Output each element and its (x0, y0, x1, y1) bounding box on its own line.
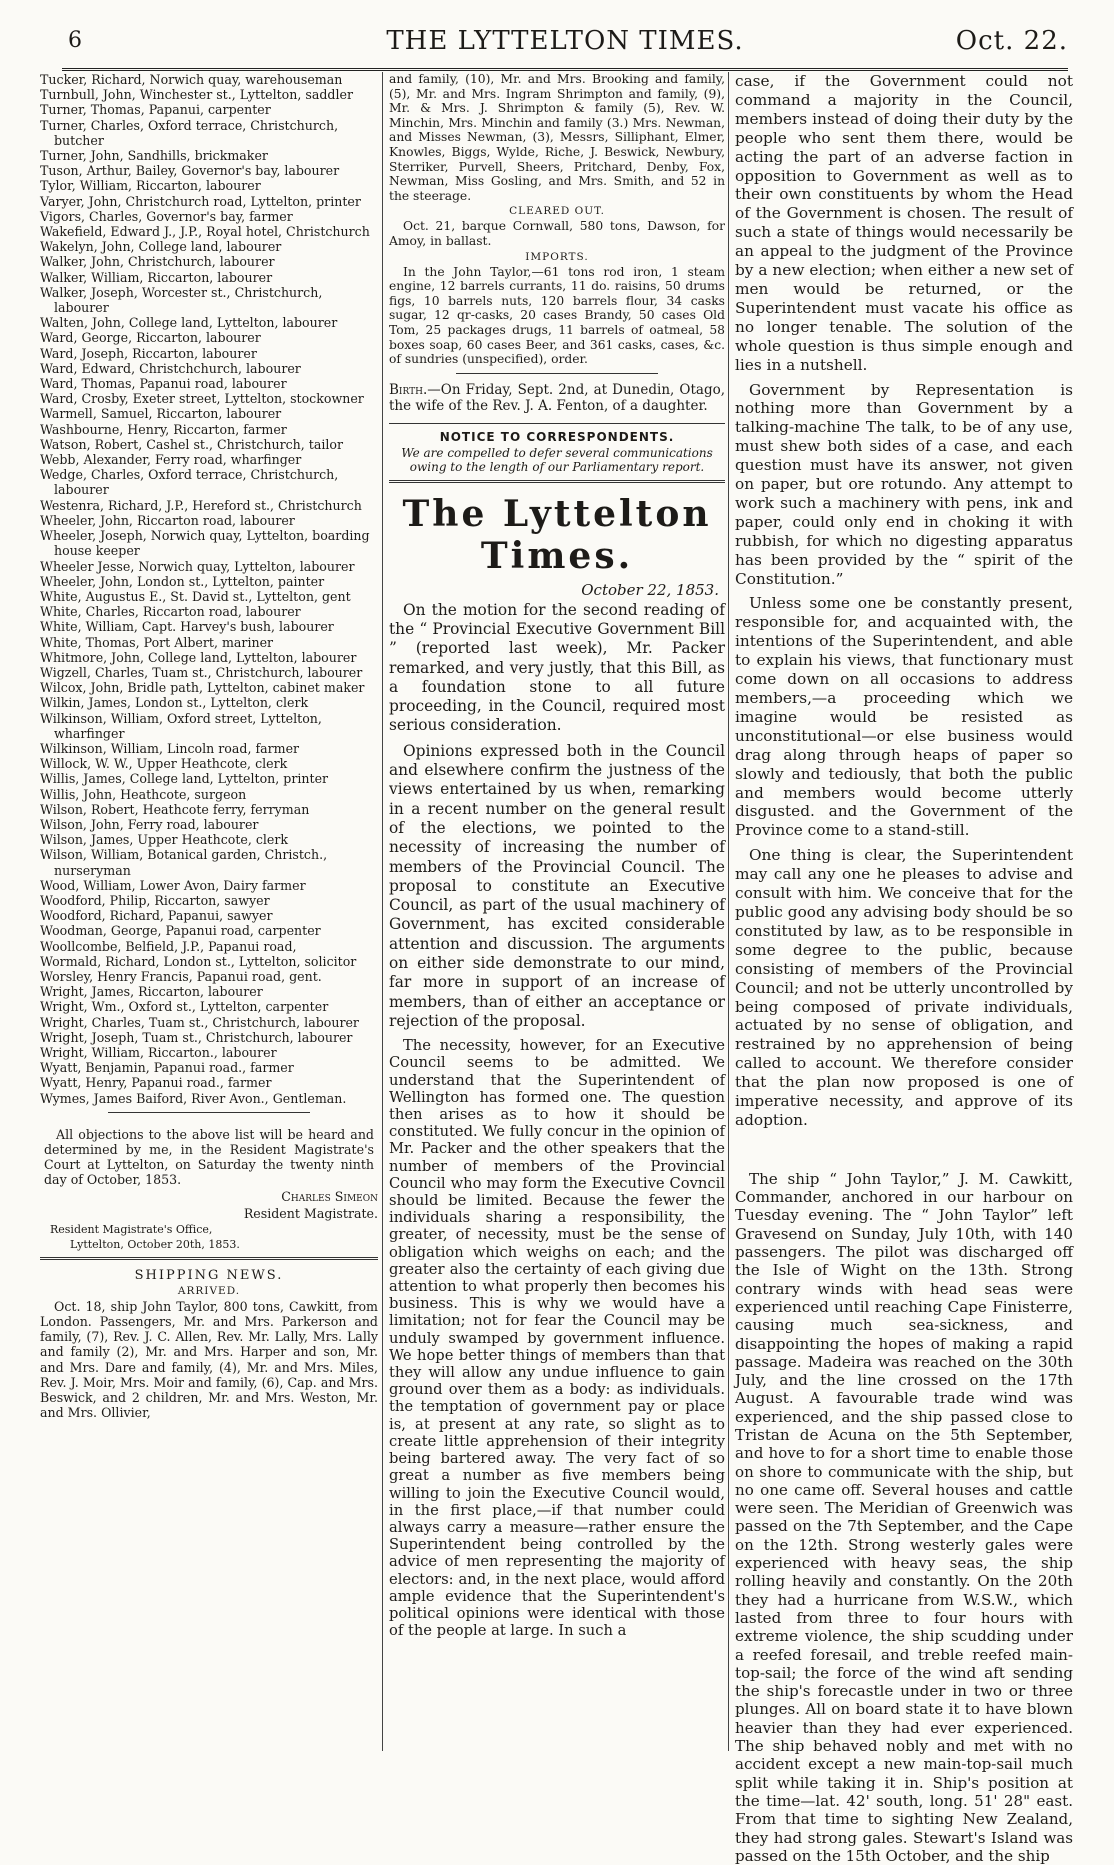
list-item: Tylor, William, Riccarton, labourer (40, 178, 261, 194)
list-item: Wedge, Charles, Oxford terrace, Christchurch, labourer (40, 467, 339, 498)
list-item: Willis, James, College land, Lyttelton, printer (40, 771, 329, 787)
list-item: Wymes, James Baiford, River Avon., Gentleman. (40, 1090, 347, 1106)
list-item: Walker, William, Riccarton, labourer (40, 269, 273, 285)
list-item: Ward, Thomas, Papanui road, labourer (40, 376, 287, 392)
list-item: Willock, W. W., Upper Heathcote, clerk (40, 756, 288, 772)
cleared-text: Oct. 21, barque Cornwall, 580 tons, Dawson, for Amoy, in ballast. (389, 219, 725, 248)
column-2 (382, 72, 725, 1751)
birth-lead: Birth. (389, 381, 428, 398)
list-item: Wright, Wm., Oxford st., Lyttelton, carpenter (40, 999, 329, 1015)
cleared-heading: CLEARED OUT. (509, 205, 605, 218)
birth-text: —On Friday, Sept. 2nd, at Dunedin, Otago, the wife of the Rev. J. A. Fenton, of a daughter. (389, 381, 725, 415)
divider (456, 373, 658, 374)
list-item: Turner, Charles, Oxford terrace, Christchurch, butcher (40, 117, 339, 148)
list-item: White, William, Capt. Harvey's bush, labourer (40, 619, 334, 635)
list-item: Wilkinson, William, Lincoln road, farmer (40, 740, 300, 756)
divider (389, 480, 725, 483)
list-item: Ward, George, Riccarton, labourer (40, 330, 261, 346)
page-number: 6 (68, 28, 82, 53)
list-item: Wyatt, Henry, Papanui road., farmer (40, 1075, 272, 1091)
list-item: Wakelyn, John, College land, labourer (40, 239, 282, 255)
jury-notice-text: All objections to the above list will be heard and determined by me, in the Resident Magistrate's Court at Lyttelton, on Saturday the twenty ninth day of October, 1853. (44, 1126, 374, 1187)
magistrate-office: Resident Magistrate's Office, (50, 1222, 213, 1236)
birth-notice (389, 382, 725, 415)
list-item: Wheeler Jesse, Norwich quay, Lyttelton, labourer (40, 558, 355, 574)
column-1 (40, 72, 378, 1751)
list-item: Wormald, Richard, London st., Lyttelton, solicitor (40, 953, 357, 969)
list-item: Wilson, James, Upper Heathcote, clerk (40, 832, 289, 848)
list-item: Washbourne, Henry, Riccarton, farmer (40, 421, 287, 437)
editorial-paragraph: Opinions expressed both in the Council and elsewhere confirm the justness of the views entertained by us when, remarking in a recent number on the general result of the elections, we pointed to the necessity of increasing the number of members of the Provincial Council. The proposal to constitute an Executive Council, as part of the usual machinery of Government, has excited considerable attention and discussion. The arguments on either side demonstrate to our mind, far more in support of an increase of members, than of either an acceptance or rejection of the proposal. (389, 741, 725, 1030)
editorial-paragraph: On the motion for the second reading of the “ Provincial Executive Government Bill ” (reported last week), Mr. Packer remarked, and very justly, that this Bill, as a foundation stone to all future proceeding, in the Council, required most serious consideration. (389, 600, 725, 735)
list-item: Wright, Charles, Tuam st., Christchurch, labourer (40, 1014, 359, 1030)
editorial-paragraph: One thing is clear, the Superintendent may call any one he pleases to advise and consult with him. We conceive that for the public good any advising body should be so constituted by law, as to be responsible in some degree to the public, because consisting of members of the Provincial Council; and not be utterly uncontrolled by being composed of private individuals, actuated by no sense of obligation, and restrained by no apprehension of being called to account. We therefore consider that the plan now proposed is one of imperative necessity, and approve of its adoption. (735, 846, 1073, 1129)
page-date: Oct. 22. (955, 26, 1068, 56)
list-item: Woodford, Philip, Riccarton, sawyer (40, 892, 270, 908)
list-item: Wheeler, John, London st., Lyttelton, painter (40, 573, 325, 589)
divider (108, 1112, 311, 1113)
list-item: Wyatt, Benjamin, Papanui road., farmer (40, 1060, 294, 1076)
divider (389, 423, 725, 424)
editorial-flag: The Lyttelton Times. (402, 492, 712, 577)
list-item: Watson, Robert, Cashel st., Christchurch, tailor (40, 436, 343, 452)
list-item: Wigzell, Charles, Tuam st., Christchurch, labourer (40, 664, 363, 680)
correspondents-text: We are compelled to defer several communications owing to the length of our Parliamentary report. (401, 445, 713, 474)
editorial-dateline: October 22, 1853. (581, 580, 719, 599)
arrived-text: Oct. 18, ship John Taylor, 800 tons, Cawkitt, from London. Passengers, Mr. and Mrs. Parkerson and family, (7), Rev. J. C. Allen, Rev. Mr. Lally, Mrs. Lally and family (2), Mr. and Mrs. Harper and son, Mr. and Mrs. Dare and family, (4), Mr. and Mrs. Miles, Rev. J. Moir, Mrs. Moir and family, (6), Cap. and Mrs. Beswick, and 2 children, Mr. and Mrs. Weston, Mr. and Mrs. Ollivier, (40, 1298, 378, 1421)
column-3 (728, 72, 1073, 1865)
list-item: Wilkinson, William, Oxford street, Lyttelton, wharfinger (40, 710, 322, 741)
magistrate-signature: Charles Simeon (281, 1188, 378, 1204)
list-item: Wright, James, Riccarton, labourer (40, 984, 263, 1000)
newspaper-title: THE LYTTELTON TIMES. (386, 26, 744, 56)
list-item: Wilson, William, Botanical garden, Christch., nurseryman (40, 847, 328, 878)
list-item: Wilson, Robert, Heathcote ferry, ferryman (40, 801, 310, 817)
list-item: Wakefield, Edward J., J.P., Royal hotel, Christchurch (40, 224, 370, 240)
list-item: Wood, William, Lower Avon, Dairy farmer (40, 877, 306, 893)
list-item: Woodman, George, Papanui road, carpenter (40, 923, 321, 939)
editorial-paragraph: case, if the Government could not command a majority in the Council, members instead of doing their duty by the people who sent them there, would be acting the part of an adverse faction in opposition to Government as well as to their own constituents by whom the Head of the Government is chosen. The result of such a state of things would necessarily be an appeal to the judgment of the Province by a new election; when either a new set of men would be returned, or the Superintendent must vacate his office as no longer tenable. The solution of the whole question is thus simple enough and lies in a nutshell. (735, 72, 1073, 374)
list-item: Westenra, Richard, J.P., Hereford st., Christchurch (40, 497, 362, 513)
list-item: Walker, John, Christchurch, labourer (40, 254, 275, 270)
list-item: Wilcox, John, Bridle path, Lyttelton, cabinet maker (40, 680, 365, 696)
imports-text: In the John Taylor,—61 tons rod iron, 1 steam engine, 12 barrels currants, 11 do. raisins, 50 drums figs, 10 barrels nuts, 120 barrels flour, 34 casks sugar, 12 qr-casks, 20 cases Brandy, 50 cases Old Tom, 25 packages drugs, 11 barrels of oatmeal, 58 boxes soap, 60 cases Beer, and 361 casks, cases, &c. of sundries (unspecified), order. (389, 264, 725, 367)
list-item: Wright, Joseph, Tuam st., Christchurch, labourer (40, 1029, 353, 1045)
jury-notice (40, 1127, 378, 1251)
list-item: White, Augustus E., St. David st., Lyttelton, gent (40, 588, 351, 604)
list-item: Wright, William, Riccarton., labourer (40, 1045, 277, 1060)
list-item: Woodford, Richard, Papanui, sawyer (40, 908, 273, 924)
list-item: Tuson, Arthur, Bailey, Governor's bay, labourer (40, 163, 340, 179)
list-item: White, Charles, Riccarton road, labourer (40, 604, 301, 620)
divider (40, 1257, 378, 1260)
list-item: Tucker, Richard, Norwich quay, warehouseman (40, 72, 343, 87)
list-item: Turnbull, John, Winchester st., Lyttelton, saddler (40, 87, 353, 103)
list-item: Walker, Joseph, Worcester st., Christchurch, labourer (40, 284, 323, 316)
magistrate-office-date: Lyttelton, October 20th, 1853. (70, 1237, 240, 1251)
list-item: Turner, John, Sandhills, brickmaker (40, 148, 268, 164)
list-item: Willis, John, Heathcote, surgeon (40, 786, 247, 802)
list-item: Warmell, Samuel, Riccarton, labourer (40, 406, 282, 422)
list-item: Wheeler, John, Riccarton road, labourer (40, 512, 295, 528)
list-item: Wilson, John, Ferry road, labourer (40, 816, 259, 832)
magistrate-title: Resident Magistrate. (243, 1205, 378, 1221)
arrived-heading: ARRIVED. (177, 1284, 241, 1297)
list-item: White, Thomas, Port Albert, mariner (40, 634, 274, 650)
ship-report: The ship “ John Taylor,” J. M. Cawkitt, Commander, anchored in our harbour on Tuesday evening. The “ John Taylor” left Gravesend on Sunday, July 10th, with 140 passengers. The pilot was discharged off the Isle of Wight on the 13th. Strong contrary winds with head seas were experienced until reaching Cape Finisterre, causing much sea-sickness, and disappointing the hopes of making a rapid passage. Madeira was reached on the 30th July, and the line crossed on the 17th August. A favourable trade wind was experienced, and the ship passed close to Tristan de Acuna on the 5th September, and hove to for a short time to enable those on shore to communicate with the ship, but no one came off. Several houses and cattle were seen. The Meridian of Greenwich was passed on the 7th September, and the Cape on the 12th. Strong westerly gales were experienced with heavy seas, the ship rolling heavily and constantly. On the 20th they had a hurricane from W.S.W., which lasted from three to four hours with extreme violence, the ship scudding under a reefed foresail, and treble reefed main-top-sail; the force of the wind aft sending the ship's forecastle under in two or three plunges. All on board state it to have blown heavier than they had ever experienced. The ship behaved nobly and met with no accident except a new main-top-sail much split while taking it in. Ship's position at the time—lat. 42' south, long. 51' 28" east. From that time to sighting New Zealand, they had strong gales. Stewart's Island was passed on the 15th October, and the ship (735, 1169, 1073, 1865)
list-item: Turner, Thomas, Papanui, carpenter (40, 102, 271, 118)
list-item: Webb, Alexander, Ferry road, wharfinger (40, 452, 302, 468)
list-item: Ward, Joseph, Riccarton, labourer (40, 345, 257, 361)
list-item: Ward, Edward, Christchchurch, labourer (40, 360, 301, 376)
list-item: Varyer, John, Christchurch road, Lyttelton, printer (40, 193, 361, 209)
editorial-paragraph: Unless some one be constantly present, responsible for, and acquainted with, the intentions of the Superintendent, and able to explain his views, that functionary must come down on all occasions to address members,—a proceeding which we imagine would be resisted as unconstitutional—or else business would drag along through heaps of paper so slowly and tediously, that both the public and members would become utterly disgusted. and the Government of the Province come to a stand-still. (735, 594, 1073, 840)
arrived-text-continued: and family, (10), Mr. and Mrs. Brooking and family, (5), Mr. and Mrs. Ingram Shrimpton and family, (9), Mr. & Mrs. J. Shrimpton & family (5), Rev. W. Minchin, Mrs. Minchin and family (3.) Mrs. Newman, and Misses Newman, (3), Messrs, Silliphant, Elmer, Knowles, Biggs, Wylde, Riche, J. Beswick, Newbury, Sterriker, Purvell, Sheers, Pritchard, Denby, Fox, Newman, Miss Gosling, and Mrs. Smith, and 52 in the steerage. (389, 72, 725, 203)
spacer (735, 1136, 1073, 1170)
correspondents-heading: NOTICE TO CORRESPONDENTS. (439, 429, 675, 444)
editorial-paragraph: The necessity, however, for an Executive Council seems to be admitted. We understand that the Superintendent of Wellington has formed one. The question then arises as to how it should be constituted. We fully concur in the opinion of Mr. Packer and the other speakers that the number of members of the Provincial Council who may form the Executive Covncil should be limited. Because the fewer the individuals sharing a responsibility, the greater, of necessity, must be the sense of obligation which weighs on each; and the greater also the certainty of each giving due attention to what properly then becomes his business. This is why we would have a limitation; not for fear the Council may be unduly swamped by government influence. We hope better things of members than that they will allow any undue influence to gain ground over them as a body: as individuals. the temptation of government pay or place is, at present at any rate, so slight as to create little apprehension of their integrity being bartered away. The very fact of so great a number as five members being willing to join the Executive Council would, in the first place,—if that number could always carry a measure—rather ensure the Superintendent being controlled by the advice of men representing the majority of electors: and, in the next place, would afford ample evidence that the Superintendent's political opinions were identical with those of the people at large. In such a (389, 1037, 725, 1640)
list-item: Worsley, Henry Francis, Papanui road, gent. (40, 968, 322, 984)
list-item: Ward, Crosby, Exeter street, Lyttelton, stockowner (40, 391, 364, 407)
list-item: Woollcombe, Belfield, J.P., Papanui road, (40, 938, 297, 954)
list-item: Walten, John, College land, Lyttelton, labourer (40, 315, 338, 331)
editorial-paragraph: Government by Representation is nothing more than Government by a talking-machine The talk, to be of any use, must shew both sides of a case, and each question must have its answer, not given on paper, but ore rotundo. Any attempt to work such a machinery with pens, ink and paper, could only end in choking it with rubbish, for which no digesting apparatus has been provided by the “ spirit of the Constitution.” (735, 380, 1073, 588)
jury-list (40, 72, 378, 1106)
list-item: Wilkin, James, London st., Lyttelton, clerk (40, 695, 309, 711)
imports-heading: IMPORTS. (525, 250, 589, 263)
list-item: Wheeler, Joseph, Norwich quay, Lyttelton, boarding house keeper (40, 528, 370, 559)
list-item: Whitmore, John, College land, Lyttelton, labourer (40, 649, 357, 665)
shipping-heading: SHIPPING NEWS. (134, 1267, 284, 1283)
page-header (62, 22, 1068, 71)
list-item: Vigors, Charles, Governor's bay, farmer (40, 208, 293, 224)
